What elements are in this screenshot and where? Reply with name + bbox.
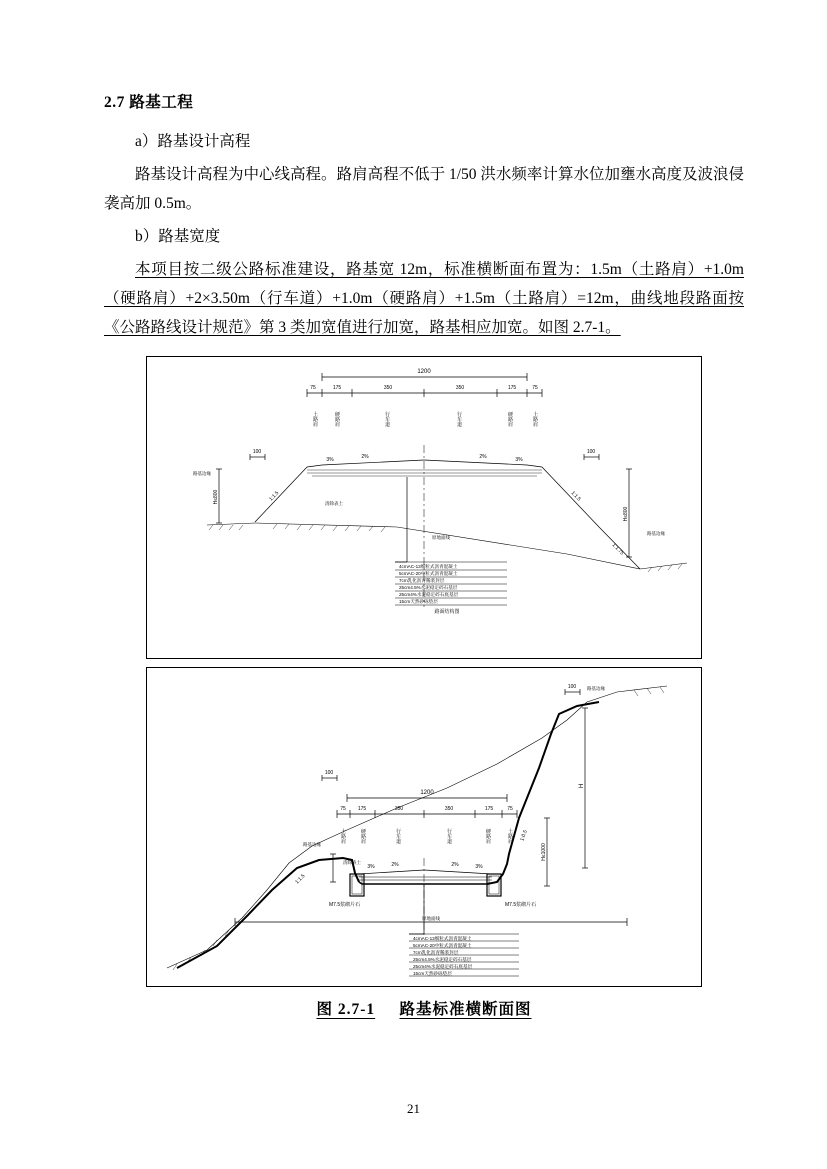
pavement-b-layer-5: 15cm天然砂砾垫层 bbox=[413, 970, 452, 976]
paragraph-b-body: 本项目按二级公路标准建设，路基宽 12m，标准横断面布置为：1.5m（土路肩）+1.0m（硬路肩）+2×3.50m（行车道）+1.0m（硬路肩）+1.5m（土路肩）=12m，曲线地段路面按《公路路线设计规范》第 3 类加宽值进行加宽，路基相应加宽。如图 2.7-1。 bbox=[104, 260, 744, 336]
slope-b-left-lane: 2% bbox=[391, 861, 399, 868]
pavement-b-layer-0: 4cmAC-13细粒式沥青混凝土 bbox=[413, 935, 472, 941]
note-b-ground-line: 原地面线 bbox=[422, 915, 440, 921]
note-ground-line: 原地面线 bbox=[432, 534, 450, 540]
slope-right-lower: 1:1.75 bbox=[610, 541, 625, 557]
dim-total-width: 1200 bbox=[417, 368, 431, 375]
mark-left-height: 100 bbox=[252, 448, 262, 455]
mark-b-left-height: 100 bbox=[324, 769, 334, 776]
dim-bottom-total-width: 1200 bbox=[420, 789, 434, 796]
col-b-label-2: 行车道 bbox=[395, 828, 401, 844]
note-retaining-left: M7.5浆砌片石 bbox=[329, 901, 361, 908]
pavement-b-layer-4: 25cm4%水泥稳定碎石底基层 bbox=[413, 963, 473, 969]
paragraph-a-title: a）路基设计高程 bbox=[135, 132, 251, 150]
pavement-b-layer-3: 25cm4.5%水泥稳定碎石基层 bbox=[413, 956, 472, 962]
dim-b-left-hard: 175 bbox=[357, 805, 367, 812]
note-b-right-edge: 路基边缘 bbox=[587, 685, 605, 691]
dim-right-hard: 175 bbox=[507, 384, 517, 391]
pavement-title: 路面结构图 bbox=[434, 608, 460, 615]
figure-caption-number: 图 2.7-1 bbox=[316, 1000, 376, 1018]
slope-b-fill: 1:1.5 bbox=[294, 872, 307, 886]
pavement-layer-2: 7cm乳化沥青稀浆封层 bbox=[399, 577, 445, 583]
col-b-label-4: 硬路肩 bbox=[485, 828, 491, 844]
col-b-label-1: 硬路肩 bbox=[360, 828, 366, 844]
dim-b-right-shoulder: 75 bbox=[507, 805, 513, 812]
dim-b-right-lane: 350 bbox=[444, 805, 454, 812]
slope-right-outer: 3% bbox=[515, 456, 523, 463]
figure-2-7-1 bbox=[104, 356, 744, 1019]
note-retaining-right: M7.5浆砌片石 bbox=[505, 901, 537, 908]
dim-left-hard: 175 bbox=[332, 384, 342, 391]
mark-b-right-height: 100 bbox=[567, 683, 577, 690]
note-right-edge: 路基边缘 bbox=[647, 530, 665, 536]
section-heading: 2.7 路基工程 bbox=[104, 94, 194, 111]
slope-b-cut: 1:0.5 bbox=[519, 829, 529, 842]
slope-right-upper: 1:1.5 bbox=[569, 489, 582, 503]
dim-right-lane: 350 bbox=[455, 384, 465, 391]
col-b-label-0: 土路肩 bbox=[340, 828, 346, 844]
col-label-3: 行车道 bbox=[456, 411, 462, 427]
dim-right-shoulder: 75 bbox=[532, 384, 538, 391]
pavement-b-layer-1: 5cmAC-20中粒式沥青混凝土 bbox=[413, 942, 472, 948]
col-label-4: 硬路肩 bbox=[507, 411, 513, 427]
pavement-layer-5: 15cm天然砂砾垫层 bbox=[399, 598, 438, 604]
pavement-layer-0: 4cmAC-13细粒式沥青混凝土 bbox=[399, 563, 458, 569]
paragraph-b-title: b）路基宽度 bbox=[135, 227, 221, 245]
figure-bottom-svg bbox=[147, 668, 702, 987]
pavement-b-layer-2: 7cm乳化沥青稀浆封层 bbox=[413, 949, 459, 955]
slope-b-left-outer: 3% bbox=[367, 863, 375, 870]
page-number: 21 bbox=[407, 1101, 420, 1116]
paragraph-a-body: 路基设计高程为中心线高程。路肩高程不低于 1/50 洪水频率计算水位加壅水高度及波浪侵袭高加 0.5m。 bbox=[104, 165, 744, 212]
pavement-layer-3: 25cm4.5%水泥稳定碎石基层 bbox=[399, 584, 458, 590]
note-b-excavation: 清除表土 bbox=[343, 859, 361, 865]
figure-bottom-cut-fill bbox=[146, 667, 702, 987]
figure-caption-text: 路基标准横断面图 bbox=[399, 1000, 532, 1018]
dim-b-right-hard: 175 bbox=[484, 805, 494, 812]
note-b-left-edge: 路基边缘 bbox=[303, 841, 321, 847]
slope-left-embankment: 1:1.5 bbox=[268, 489, 281, 503]
figure-caption bbox=[104, 997, 744, 1019]
mark-b-h: H bbox=[579, 783, 585, 788]
dim-left-shoulder: 75 bbox=[310, 384, 316, 391]
figure-top-svg bbox=[147, 357, 702, 659]
slope-b-right-lane: 2% bbox=[451, 861, 459, 868]
pavement-layer-1: 5cmAC-20中粒式沥青混凝土 bbox=[399, 570, 458, 576]
col-label-1: 硬路肩 bbox=[334, 411, 340, 427]
mark-right-height: 100 bbox=[586, 448, 596, 455]
dim-left-lane: 350 bbox=[383, 384, 393, 391]
col-label-0: 土路肩 bbox=[312, 411, 318, 427]
pavement-layer-4: 25cm4%水泥稳定碎石底基层 bbox=[399, 591, 459, 597]
document-content bbox=[104, 92, 744, 1019]
slope-right-lane: 2% bbox=[479, 453, 487, 460]
slope-b-right-outer: 3% bbox=[475, 863, 483, 870]
note-excavation: 清除表土 bbox=[325, 500, 343, 506]
dim-b-left-lane: 350 bbox=[394, 805, 404, 812]
mark-right-h: H≤800 bbox=[623, 506, 629, 522]
figure-top-embankment bbox=[146, 356, 702, 659]
dim-b-left-shoulder: 75 bbox=[340, 805, 346, 812]
slope-left-lane: 2% bbox=[361, 453, 369, 460]
col-b-label-3: 行车道 bbox=[446, 828, 452, 844]
note-left-edge: 路基边缘 bbox=[193, 470, 211, 476]
col-b-label-5: 土路肩 bbox=[507, 828, 513, 844]
mark-b-cut-height: H≤1000 bbox=[541, 842, 547, 861]
mark-left-h: H≤800 bbox=[213, 489, 219, 505]
col-label-2: 行车道 bbox=[384, 411, 390, 427]
slope-left-outer: 3% bbox=[326, 456, 334, 463]
col-label-5: 土路肩 bbox=[532, 411, 538, 427]
